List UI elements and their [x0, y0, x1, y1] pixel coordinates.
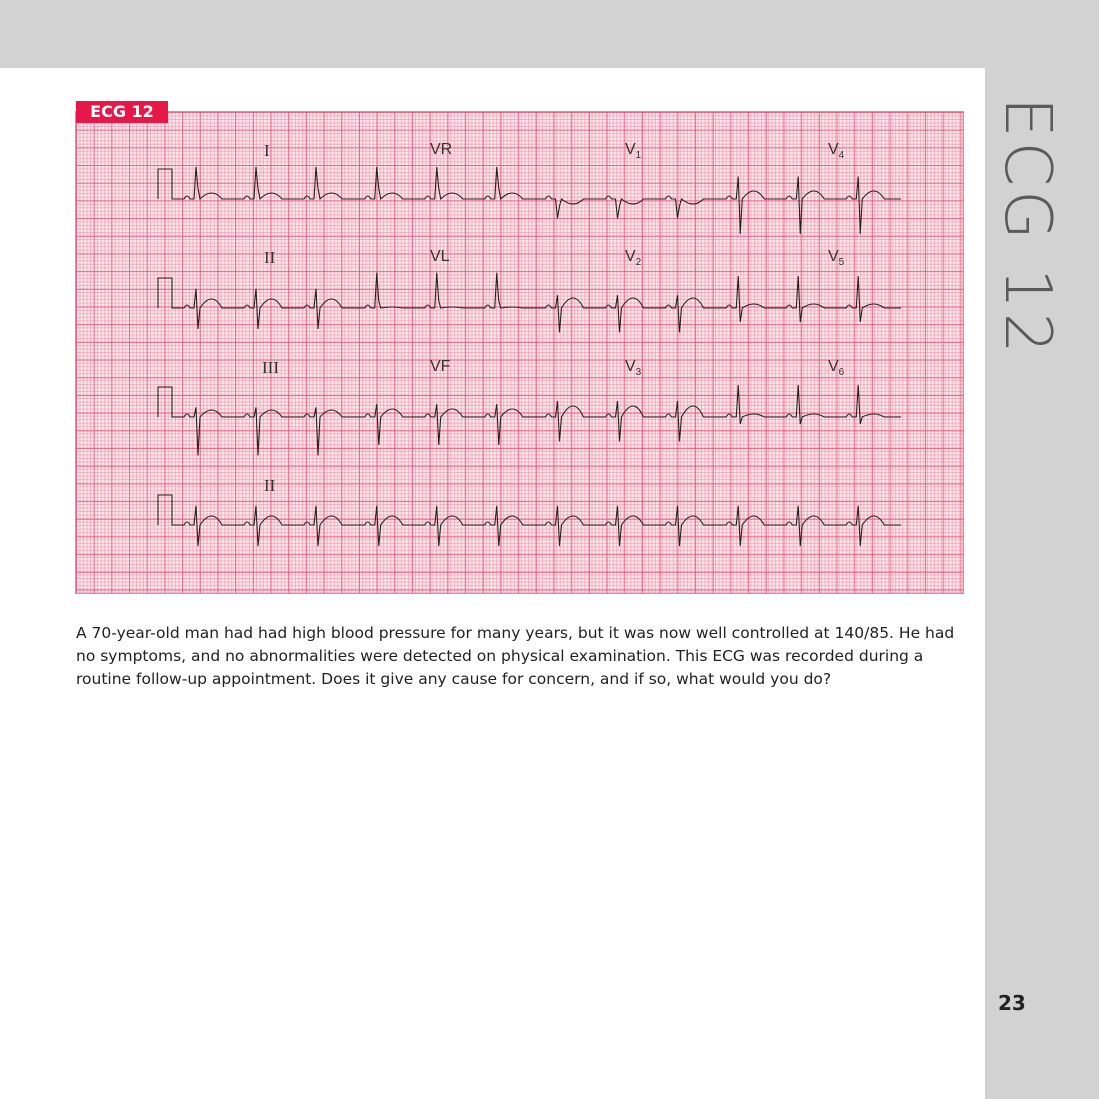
- lead-label-vr: VR: [430, 141, 453, 158]
- lead-label-v4: $V_4$: [828, 141, 845, 162]
- lead-label-v3: $V_3$: [625, 358, 642, 379]
- lead-label-vf: VF: [430, 358, 451, 375]
- lead-label-iii: III: [262, 358, 279, 377]
- lead-label-i: I: [264, 141, 270, 160]
- lead-label-v2: $V_2$: [625, 248, 642, 269]
- lead-label-vl: VL: [430, 248, 450, 265]
- ecg-trace-row-2: [158, 273, 901, 333]
- case-caption: A 70-year-old man had had high blood pressure for many years, but it was now well controlled at 140/85. He had no symptoms, and no abnormalities were detected on physical examination. This ECG was recorded during a routine follow-up appointment. Does it give any cause for concern, and if so, what would you do?: [76, 624, 955, 688]
- ecg-traces: [76, 112, 963, 593]
- top-band: [0, 0, 1099, 68]
- chapter-title: ECG 12: [990, 97, 1064, 358]
- ecg-strip: [75, 111, 964, 594]
- ecg-trace-row-1: [158, 167, 901, 234]
- page-number: 23: [998, 991, 1026, 1015]
- lead-label-v5: $V_5$: [828, 248, 845, 269]
- lead-label-v6: $V_6$: [828, 358, 845, 379]
- ecg-trace-row-4: [158, 495, 901, 546]
- lead-label-v1: $V_1$: [625, 141, 642, 162]
- lead-label-ii: II: [264, 248, 276, 267]
- ecg-badge: ECG 12: [76, 101, 168, 123]
- ecg-trace-row-3: [158, 385, 901, 456]
- lead-label-ii-rhythm: II: [264, 476, 276, 495]
